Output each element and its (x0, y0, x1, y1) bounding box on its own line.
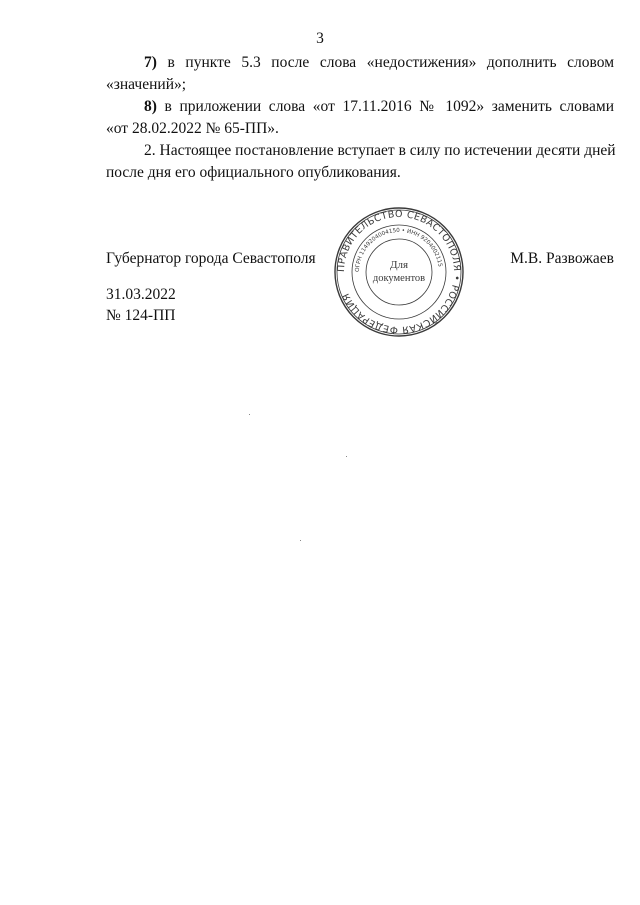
item-2-line-2: после дня его официального опубликования. (106, 164, 401, 181)
item-8-line-2: «от 28.02.2022 № 65-ПП». (106, 120, 279, 137)
item-8 (106, 96, 614, 118)
item-8-text: в приложении слова «от 17.11.2016 № 1092» заменить словами (164, 98, 614, 115)
seal-inner-text: ОГРН 1149204004150 • ИНН 9204002115 (354, 227, 443, 273)
item-7-number: 7) (144, 54, 157, 71)
item-7-line-1 (106, 52, 614, 74)
item-7-text: в пункте 5.3 после слова «недостижения» дополнить словом (167, 54, 614, 71)
item-2-line-1: 2. Настоящее постановление вступает в силу по истечении десяти дней (144, 142, 616, 159)
seal-center-line-1: Для (389, 259, 409, 271)
scan-speck (249, 414, 250, 415)
signer-position: Губернатор города Севастополя (106, 250, 316, 267)
scan-speck (300, 540, 301, 541)
document-date: 31.03.2022 (106, 286, 176, 303)
item-7-line-2: «значений»; (106, 76, 187, 93)
seal-outer-text: ПРАВИТЕЛЬСТВО СЕВАСТОПОЛЯ • РОССИЙСКАЯ ФЕДЕРАЦИЯ (335, 208, 463, 336)
scan-speck (346, 456, 347, 457)
item-8-line-1 (106, 96, 614, 118)
signer-name: М.В. Развожаев (510, 250, 614, 267)
item-7 (106, 52, 614, 96)
document-number: № 124-ПП (106, 307, 176, 324)
item-2 (106, 140, 614, 184)
item-8-number: 8) (144, 98, 157, 115)
seal-center-line-2: документов (372, 273, 426, 284)
item-8-line-2-block (106, 118, 614, 140)
page-number: 3 (316, 30, 324, 47)
official-seal-stamp (333, 206, 465, 338)
